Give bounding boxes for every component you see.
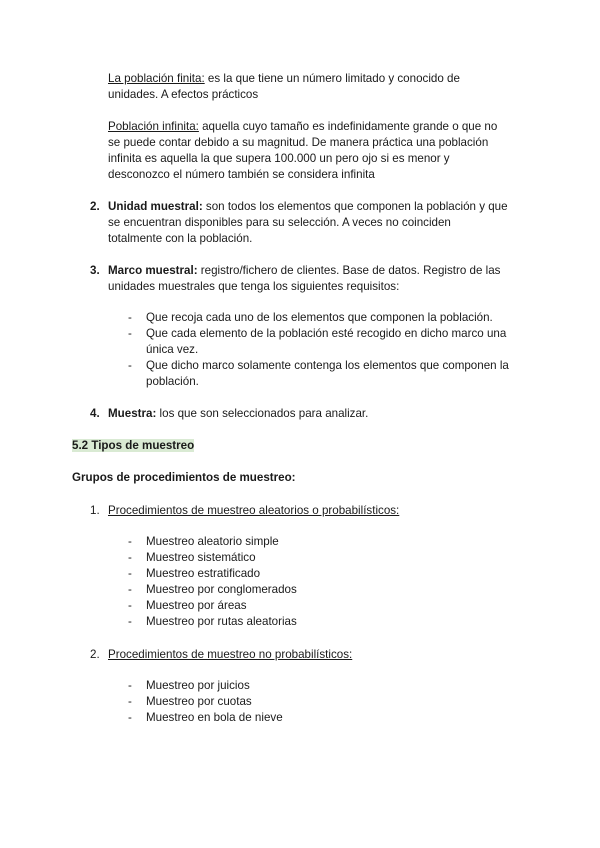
group1-dash: -: [128, 599, 132, 612]
group1-item: Muestreo sistemático: [146, 551, 256, 564]
group2-title: Procedimientos de muestreo no probabilísticos:: [108, 648, 353, 661]
item3-bullet-2: Que cada elemento de la población esté recogido en dicho marco una: [146, 327, 507, 340]
item2-text-1: son todos los elementos que componen la población y que: [202, 200, 508, 213]
item2-line-1: [108, 199, 508, 215]
group2-number: 2.: [90, 648, 100, 661]
group1-dash: -: [128, 551, 132, 564]
section-subheading: Grupos de procedimientos de muestreo:: [72, 471, 296, 484]
section-heading: [72, 438, 194, 454]
infinita-term: Población infinita:: [108, 120, 199, 133]
finita-text-1: es la que tiene un número limitado y conocido de: [204, 72, 460, 85]
group2-item: Muestreo por juicios: [146, 679, 250, 692]
item2-number: 2.: [90, 200, 100, 213]
item3-line-2: unidades muestrales que tenga los siguientes requisitos:: [108, 280, 400, 293]
item3-bullet-2-cont: única vez.: [146, 343, 199, 356]
group2-dash: -: [128, 711, 132, 724]
item3-number: 3.: [90, 264, 100, 277]
infinita-line-4: desconozco el número también se considera infinita: [108, 168, 375, 181]
infinita-line-1: [108, 119, 497, 135]
finita-line-1: [108, 71, 460, 87]
item4-number: 4.: [90, 407, 100, 420]
group1-number: 1.: [90, 504, 100, 517]
item4-text: los que son seleccionados para analizar.: [156, 407, 369, 420]
group1-item: Muestreo por áreas: [146, 599, 247, 612]
item3-bullet-dash: -: [128, 359, 132, 372]
item4-term: Muestra:: [108, 407, 157, 420]
item4-line: [108, 406, 368, 422]
item3-bullet-3: Que dicho marco solamente contenga los elementos que componen la: [146, 359, 509, 372]
item3-bullet-3-cont: población.: [146, 375, 199, 388]
group1-dash: -: [128, 583, 132, 596]
group2-item: Muestreo por cuotas: [146, 695, 252, 708]
item3-bullet-dash: -: [128, 327, 132, 340]
finita-line-2: unidades. A efectos prácticos: [108, 88, 259, 101]
group1-item: Muestreo estratificado: [146, 567, 261, 580]
group1-item: Muestreo por rutas aleatorias: [146, 615, 297, 628]
item3-text-1: registro/fichero de clientes. Base de datos. Registro de las: [197, 264, 501, 277]
group1-dash: -: [128, 567, 132, 580]
group1-item: Muestreo por conglomerados: [146, 583, 297, 596]
infinita-line-2: se puede contar debido a su magnitud. De manera práctica una población: [108, 136, 489, 149]
group2-dash: -: [128, 679, 132, 692]
item3-bullet-1: Que recoja cada uno de los elementos que componen la población.: [146, 311, 493, 324]
group1-title: Procedimientos de muestreo aleatorios o probabilísticos:: [108, 504, 400, 517]
infinita-text-1: aquella cuyo tamaño es indefinidamente grande o que no: [198, 120, 498, 133]
group1-item: Muestreo aleatorio simple: [146, 535, 279, 548]
group1-dash: -: [128, 535, 132, 548]
finita-term: La población finita:: [108, 72, 205, 85]
item2-line-2: se encuentran disponibles para su selección. A veces no coinciden: [108, 216, 451, 229]
item3-bullet-dash: -: [128, 311, 132, 324]
item3-term: Marco muestral:: [108, 264, 198, 277]
item2-line-3: totalmente con la población.: [108, 232, 253, 245]
item3-line-1: [108, 263, 500, 279]
group2-dash: -: [128, 695, 132, 708]
group2-item: Muestreo en bola de nieve: [146, 711, 283, 724]
section-heading-text: 5.2 Tipos de muestreo: [72, 439, 195, 452]
item2-term: Unidad muestral:: [108, 200, 203, 213]
infinita-line-3: infinita es aquella la que supera 100.000 un pero ojo si es menor y: [108, 152, 450, 165]
group1-dash: -: [128, 615, 132, 628]
